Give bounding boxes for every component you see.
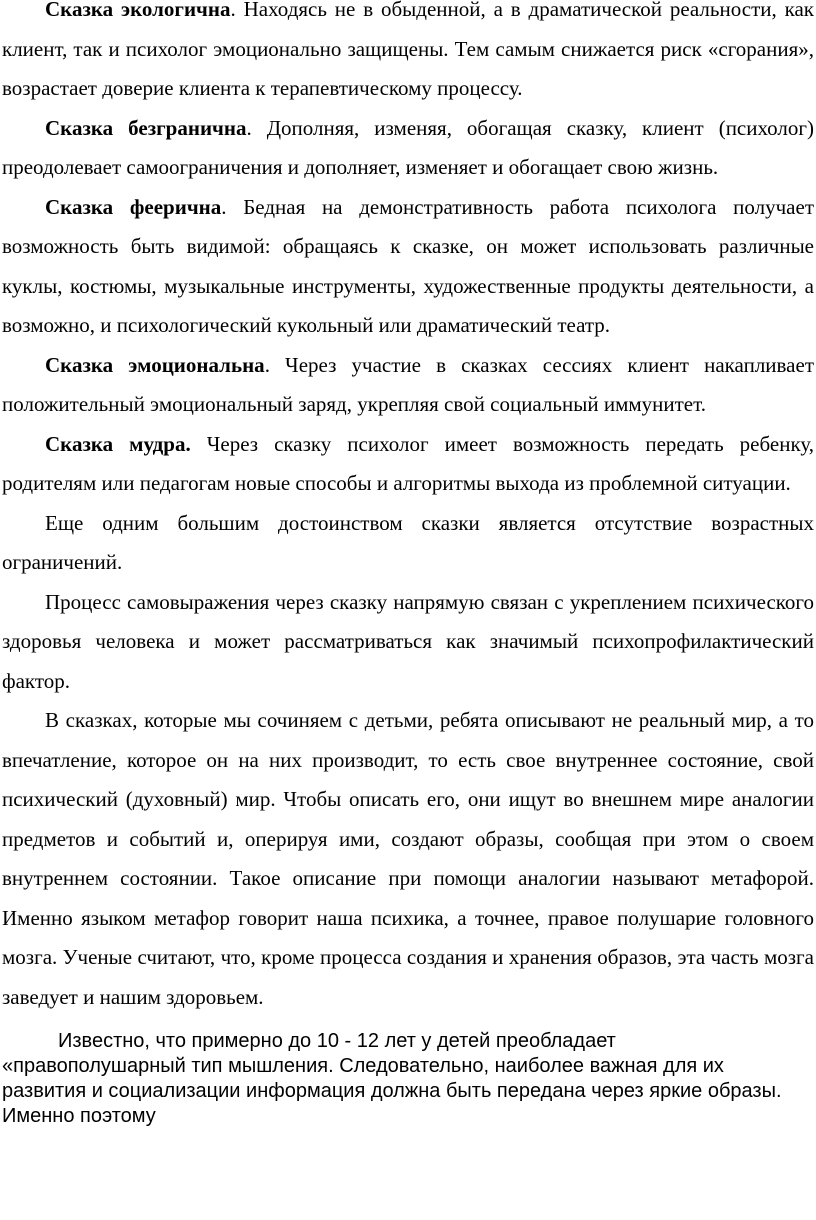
tail-line: развития и социализации информация должна быть передана через яркие образы. — [2, 1080, 782, 1102]
paragraph-age-limits — [2, 504, 814, 583]
paragraph-heading: Сказка мудра. — [45, 431, 191, 456]
tail-paragraph — [2, 1029, 814, 1129]
paragraph-self-expression — [2, 583, 814, 702]
paragraph-text: Процесс самовыражения через сказку напрямую связан с укреплением психического здоровья человека и может рассматриваться как значимый психопрофилактический фактор. — [2, 589, 814, 693]
paragraph-text: . Через участие в сказках сессиях клиент накапливает положительный эмоциональный заряд, укрепляя свой социальный иммунитет. — [2, 352, 814, 416]
tail-line — [2, 1029, 814, 1054]
paragraph-wise — [2, 425, 814, 504]
document-body — [2, 0, 814, 1017]
paragraph-text: . Дополняя, изменяя, обогащая сказку, клиент (психолог) преодолевает самоограничения и дополняет, изменяет и обогащает свою жизнь. — [2, 115, 814, 179]
paragraph-magical — [2, 188, 814, 346]
tail-line-text: Известно, что примерно до 10 - 12 лет у детей преобладает — [58, 1030, 616, 1052]
paragraph-text: В сказках, которые мы сочиняем с детьми, ребята описывают не реальный мир, а то впечатление, которое он на них производит, то есть свое внутреннее состояние, свой психический (духовный) мир. Чтобы описать его, они ищут во внешнем мире аналогии предметов и событий и, оперируя ими, создают образы, сообщая при этом о своем внутреннем состоянии. Такое описание при помощи аналогии называют метафорой. Именно языком метафор говорит наша психика, а точнее, правое полушарие головного мозга. Ученые считают, что, кроме процесса создания и хранения образов, эта часть мозга заведует и нашим здоровьем. — [2, 708, 814, 1009]
tail-line: «правополушарный тип мышления. Следовательно, наиболее важная для их — [2, 1055, 724, 1077]
paragraph-heading: Сказка экологична — [45, 0, 231, 21]
paragraph-heading: Сказка эмоциональна — [45, 352, 265, 377]
paragraph-emotional — [2, 346, 814, 425]
paragraph-text: Через сказку психолог имеет возможность передать ребенку, родителям или педагогам новые способы и алгоритмы выхода из проблемной ситуации. — [2, 431, 815, 495]
paragraph-metaphor — [2, 701, 814, 1017]
paragraph-text: . Бедная на демонстративность работа психолога получает возможность быть видимой: обращаясь к сказке, он может использовать различные куклы, костюмы, музыкальные инструменты, художественные продукты деятельности, а возможно, и психологический кукольный или драматический театр. — [2, 194, 814, 337]
paragraph-boundless — [2, 109, 814, 188]
paragraph-heading: Сказка безгранична — [45, 115, 247, 140]
paragraph-text: . Находясь не в обыденной, а в драматической реальности, как клиент, так и психолог эмоционально защищены. Тем самым снижается риск «сгорания», возрастает доверие клиента к терапевтическому процессу. — [2, 0, 814, 100]
paragraph-heading: Сказка феерична — [45, 194, 222, 219]
paragraph-text: Еще одним большим достоинством сказки является отсутствие возрастных ограничений. — [2, 510, 814, 574]
paragraph-ecological — [2, 0, 814, 109]
tail-line: Именно поэтому — [2, 1105, 156, 1127]
